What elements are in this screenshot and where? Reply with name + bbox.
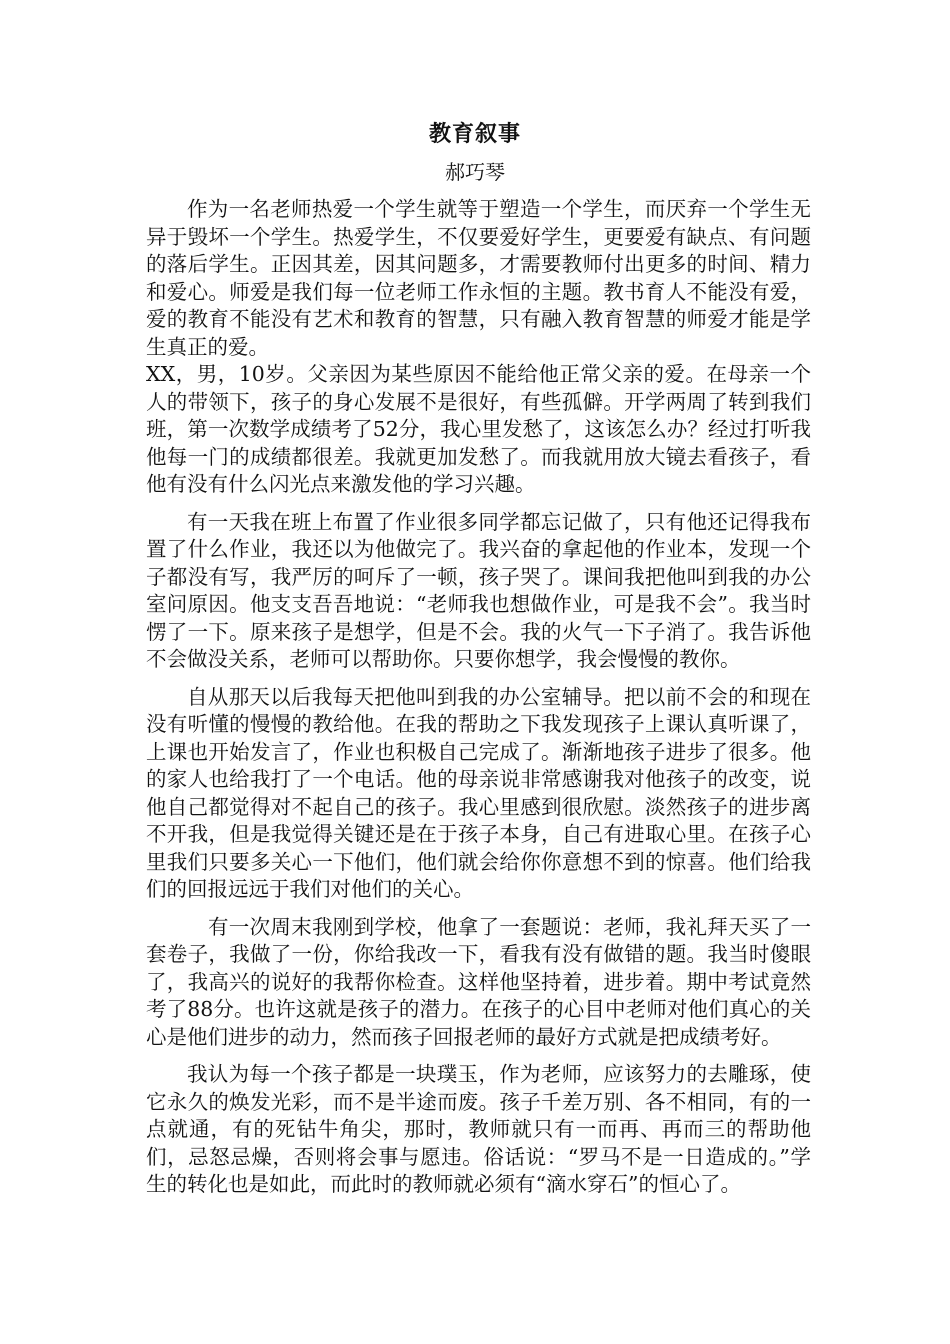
paragraph-homework-incident: 有一天我在班上布置了作业很多同学都忘记做了，只有他还记得我布置了什么作业，我还以为他做完了。我兴奋的拿起他的作业本，发现一个子都没有写，我严厉的呵斥了一顿，孩子哭了。课间我把他叫到我的办公室问原因。他支支吾吾地说：“老师我也想做作业，可是我不会”。我当时愣了一下。原来孩子是想学，但是不会。我的火气一下子消了。我告诉他不会做没关系，老师可以帮助你。只要你想学，我会慢慢的教你。 [146, 509, 811, 671]
paragraph-tutoring-progress: 自从那天以后我每天把他叫到我的办公室辅导。把以前不会的和现在没有听懂的慢慢的教给他。在我的帮助之下我发现孩子上课认真听课了，上课也开始发言了，作业也积极自己完成了。渐渐地孩子进步了很多。他的家人也给我打了一个电话。他的母亲说非常感谢我对他孩子的改变，说他自己都觉得对不起自己的孩子。我心里感到很欣慰。淡然孩子的进步离不开我，但是我觉得关键还是在于孩子本身，自己有进取心里。在孩子心里我们只要多关心一下他们，他们就会给你你意想不到的惊喜。他们给我们的回报远远于我们对他们的关心。 [146, 684, 811, 901]
document-title: 教育叙事 [428, 121, 521, 147]
document-author: 郝巧琴 [445, 160, 505, 184]
document-body [146, 196, 811, 1199]
paragraph-student-background: XX，男，10岁。父亲因为某些原因不能给他正常父亲的爱。在母亲一个人的带领下，孩子的身心发展不是很好，有些孤僻。开学两周了转到我们班，第一次数学成绩考了52分，我心里发愁了，这该怎么办？经过打听我他每一门的成绩都很差。我就更加发愁了。而我就用放大镜去看孩子，看他有没有什么闪光点来激发他的学习兴趣。 [146, 362, 811, 496]
paragraph-intro: 作为一名老师热爱一个学生就等于塑造一个学生，而厌弃一个学生无异于毁坏一个学生。热爱学生，不仅要爱好学生，更要爱有缺点、有问题的落后学生。正因其差，因其问题多，才需要教师付出更多的时间、精力和爱心。师爱是我们每一位老师工作永恒的主题。教书育人不能没有爱，爱的教育不能没有艺术和教育的智慧，只有融入教育智慧的师爱才能是学生真正的爱。 [146, 197, 811, 359]
paragraph-conclusion: 我认为每一个孩子都是一块璞玉，作为老师，应该努力的去雕琢，使它永久的焕发光彩，而不是半途而废。孩子千差万别、各不相同，有的一点就通，有的死钻牛角尖，那时，教师就只有一而再、再而三的帮助他们，忌怒忌燥，否则将会事与愿违。俗话说：“罗马不是一日造成的。”学生的转化也是如此，而此时的教师就必须有“滴水穿石”的恒心了。 [146, 1062, 811, 1196]
paragraph-weekend-exam: 有一次周末我刚到学校，他拿了一套题说：老师，我礼拜天买了一套卷子，我做了一份，你给我改一下，看我有没有做错的题。我当时傻眼了，我高兴的说好的我帮你检查。这样他坚持着，进步着。期中考试竟然考了88分。也许这就是孩子的潜力。在孩子的心目中老师对他们真心的关心是他们进步的动力，然而孩子回报老师的最好方式就是把成绩考好。 [146, 914, 811, 1049]
